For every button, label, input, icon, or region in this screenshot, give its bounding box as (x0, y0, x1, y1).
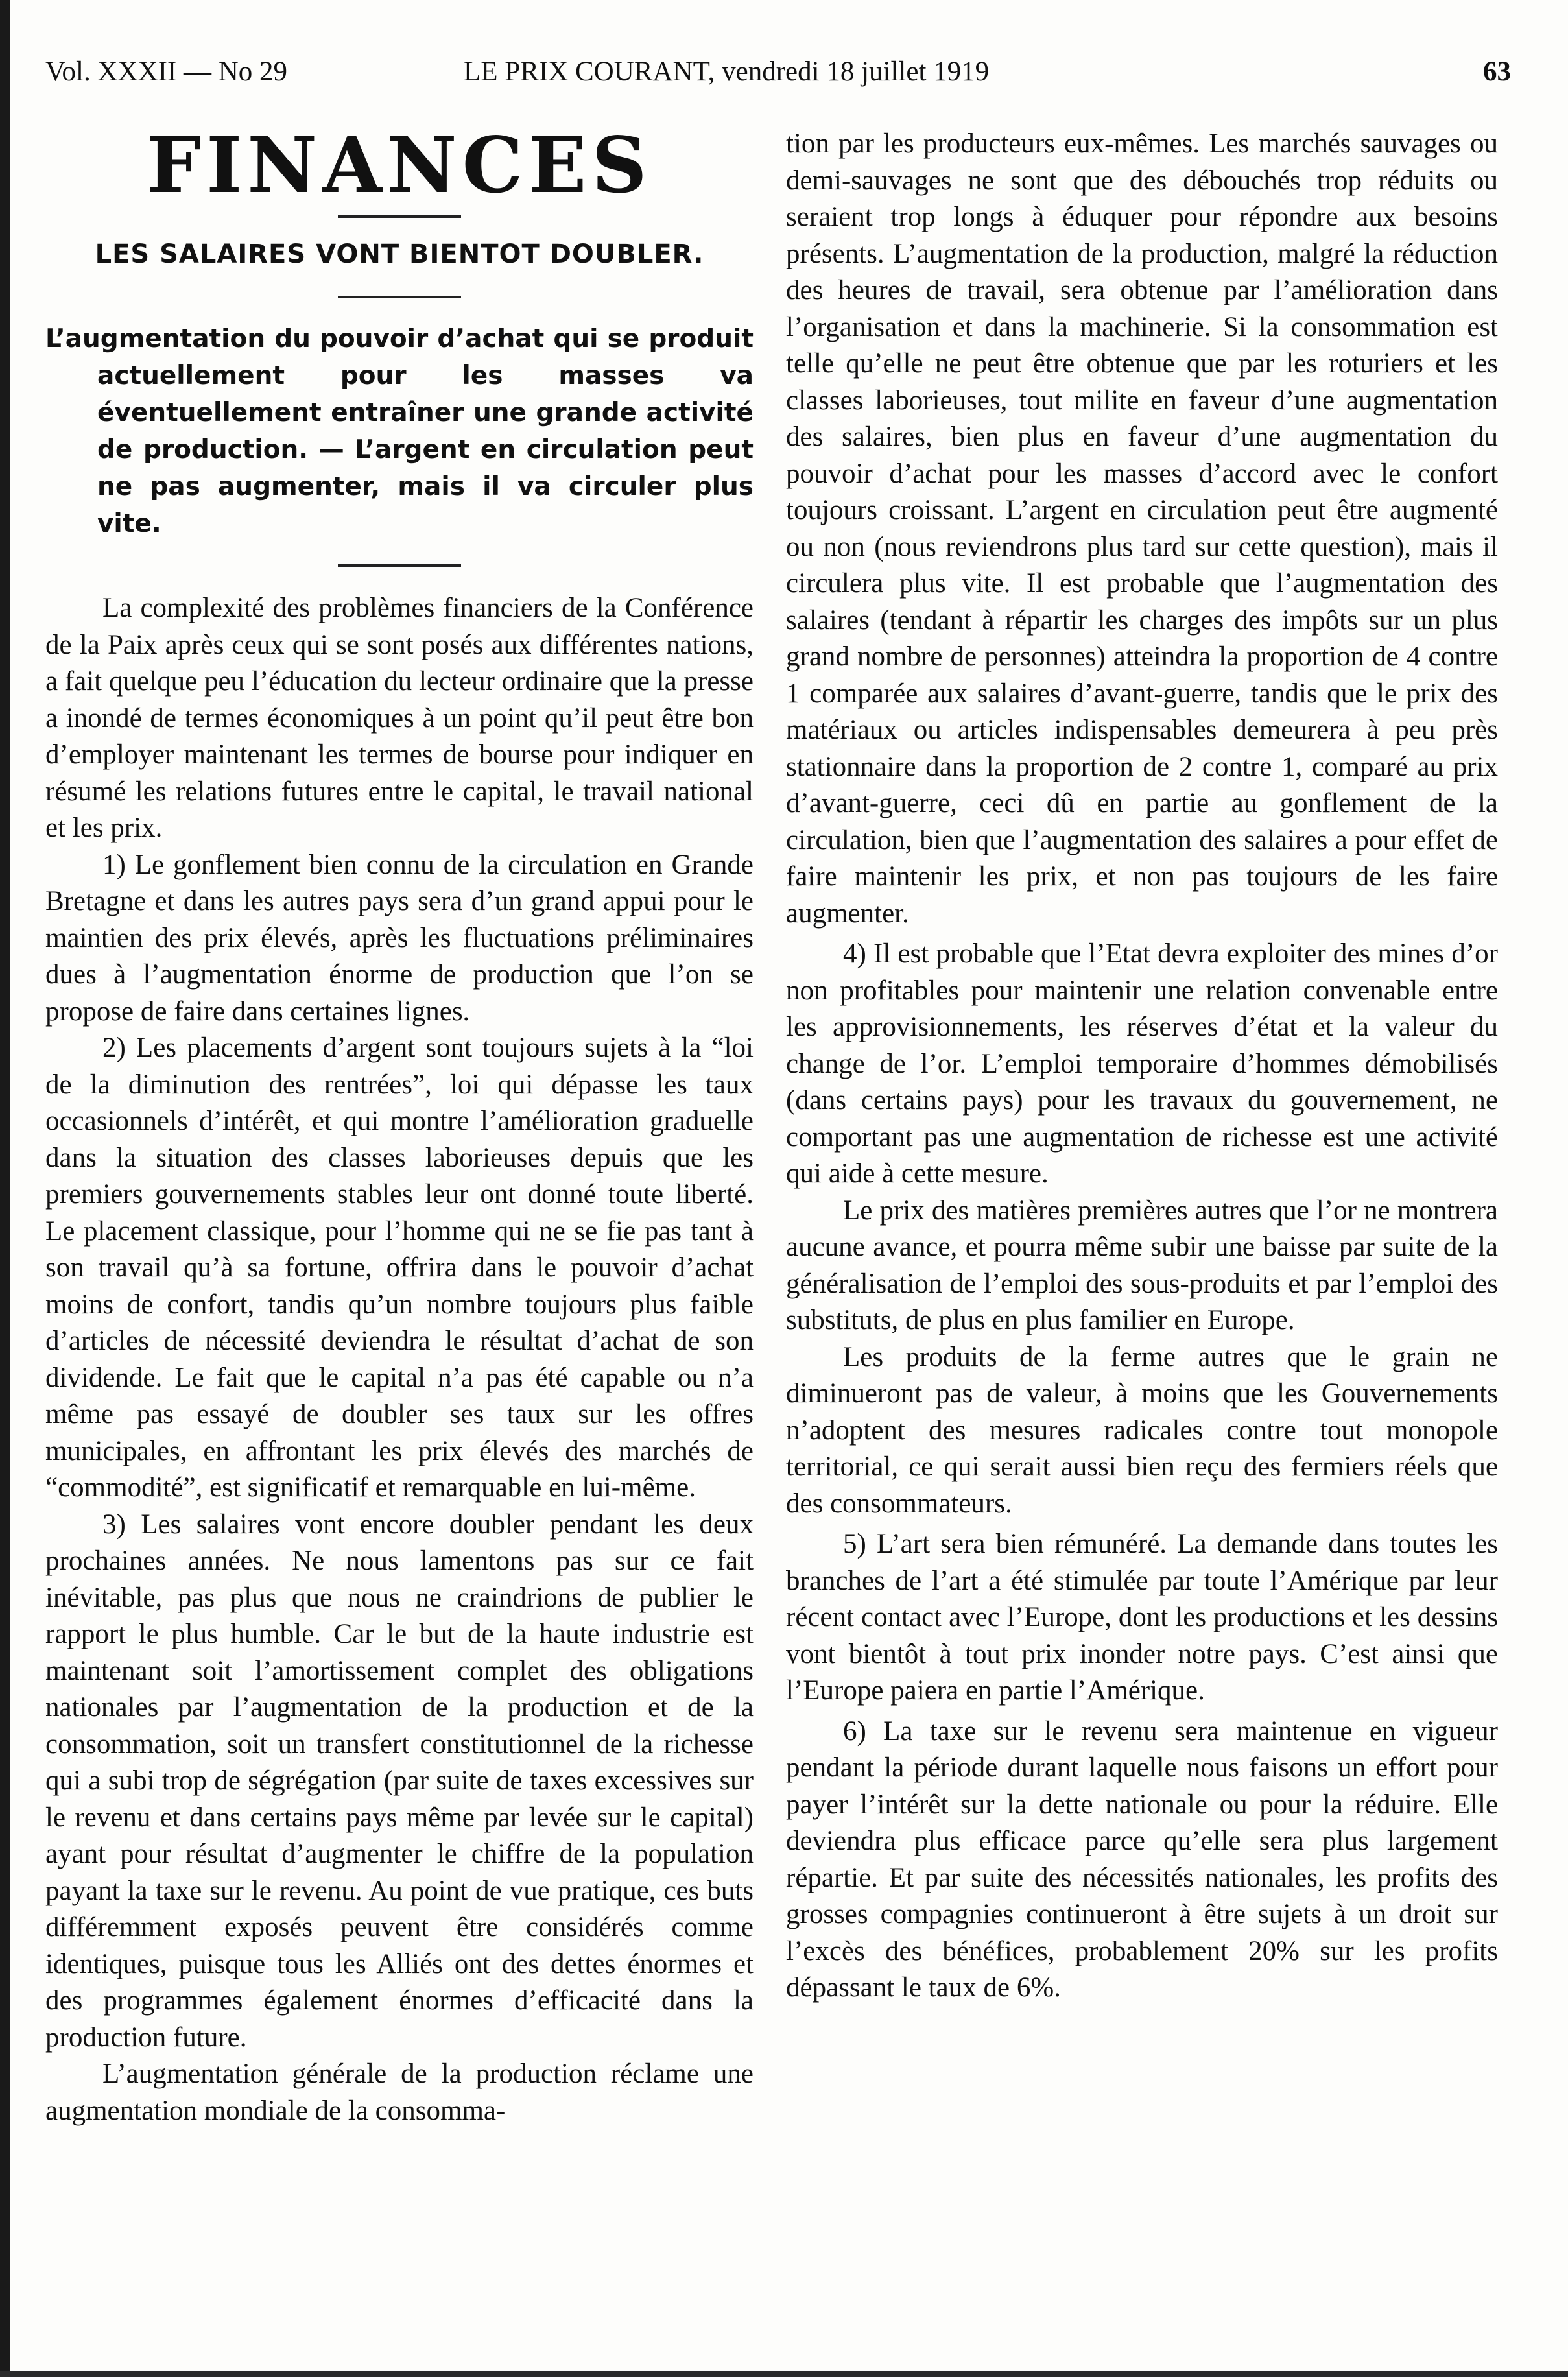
paragraph-continuation: tion par les producteurs eux-mêmes. Les marchés sauvages ou demi-sauvages ne sont que des débouchés trop réduits ou seraient trop longs à éduquer pour répondre aux besoins présents. L’augmentation de la production, malgré la réduction des heures de travail, sera obtenue par l’amélioration dans l’organisation et dans la machinerie. Si la consommation est telle qu’elle ne peut être obtenue que par les roturiers et les classes laborieuses, tout milite en faveur d’une augmentation des salaires, bien plus en faveur d’une augmentation du pouvoir d’achat pour les masses d’accord avec le confort toujours croissant. L’argent en circulation peut être augmenté ou non (nous reviendrons plus tard sur cette question), mais il circulera plus vite. Il est probable que l’augmentation des salaires (tendant à répartir les charges des impôts sur un plus grand nombre de personnes) atteindra la proportion de 4 contre 1 comparée aux salaires d’avant-guerre, tandis que le prix des matériaux ou articles indispensables demeurera à peu près stationnaire dans la proportion de 2 contre 1, comparé au prix d’avant-guerre, ceci dû en partie au gonflement de la circulation, bien que l’augmentation des salaires a pour effet de faire maintenir les prix, et non pas toujours de les faire augmenter. (786, 128, 1498, 929)
paragraph-point-1: 1) Le gonflement bien connu de la circulation en Grande Bretagne et dans les autres pays sera d’un grand appui pour le maintien des prix élevés, après les fluctuations préliminaires dues à l’augmentation énorme de production que l’on se propose de faire dans certaines lignes. (45, 849, 754, 1027)
section-title: FINANCES (147, 120, 652, 210)
article-headline: LES SALAIRES VONT BIENTOT DOUBLER. (95, 239, 704, 269)
scan-bottom-border (0, 2371, 1568, 2377)
headline-rule (338, 296, 461, 298)
paragraph-point-3: 3) Les salaires vont encore doubler pendant les deux prochaines années. Ne nous lamentons pas sur ce fait inévitable, pas plus que nous ne craindrions de publier le rapport le plus humble. Car le but de la haute industrie est maintenant soit l’amortissement complet des obligations nationales par l’augmentation de la production et de la consommation, soit un transfert constitutionnel de la richesse qui a subi trop de ségrégation (par suite de taxes excessives sur le revenu et dans certains pays même par levée sur le capital) ayant pour résultat d’augmenter le chiffre de la population payant la taxe sur le revenu. Au point de vue pratique, ces buts différemment exposés peuvent être considérés comme identiques, puisque tous les Alliés ont des dettes énormes et des programmes également énormes d’efficacité dans la production future. (45, 1509, 754, 2053)
paragraph-production: L’augmentation générale de la production réclame une augmentation mondiale de la consomma- (45, 2059, 754, 2126)
summary-rule (338, 564, 461, 567)
title-rule (338, 215, 461, 218)
paragraph-point-4: 4) Il est probable que l’Etat devra exploiter des mines d’or non profitables pour maintenir une relation convenable entre les approvisionnements, les réserves d’état et la valeur du change de l’or. L’emploi temporaire d’hommes démobilisés (dans certains pays) pour les travaux du gouvernement, ne comportant pas une augmentation de richesse est une activité qui aide à cette mesure. (786, 938, 1498, 1189)
scan-left-border (0, 0, 10, 2377)
running-header (45, 56, 1511, 95)
publication-date: LE PRIX COURANT, vendredi 18 juillet 1919 (464, 56, 990, 87)
paragraph-intro: La complexité des problèmes financiers de la Conférence de la Paix après ceux qui se sont posés aux différentes nations, a fait quelque peu l’éducation du lecteur ordinaire que la presse a inondé de termes économiques à un point qu’il peut être bon d’employer maintenant les termes de bourse pour indiquer en résumé les relations futures entre le capital, le travail national et les prix. (45, 593, 754, 843)
right-column (786, 126, 1498, 2007)
paragraph-point-2: 2) Les placements d’argent sont toujours sujets à la “loi de la diminution des rentrées”, loi qui dépasse les taux occasionnels d’intérêt, et qui montre l’amélioration graduelle dans la situation des classes laborieuses depuis que les premiers gouvernements stables leur ont donné toute liberté. Le placement classique, pour l’homme qui ne se fie pas tant à son travail qu’à sa fortune, offrira dans le pouvoir d’achat moins de confort, tandis qu’un nombre toujours plus faible d’articles de nécessité deviendra le résultat d’achat de son dividende. Le fait que le capital n’a pas été capable ou n’a même pas essayé de doubler ses taux sur les offres municipales, en affrontant les prix élevés des marchés de “commodité”, est significatif et remarquable en lui-même. (45, 1033, 754, 1503)
paragraph-raw-materials: Le prix des matières premières autres que l’or ne montrera aucune avance, et pourra même subir une baisse par suite de la généralisation de l’emploi des sous-produits et par l’emploi des substituts, de plus en plus familier en Europe. (786, 1195, 1498, 1335)
page-number: 63 (1483, 56, 1511, 87)
volume-issue: Vol. XXXII — No 29 (45, 56, 288, 87)
paragraph-farm-products: Les produits de la ferme autres que le grain ne diminueront pas de valeur, à moins que les Gouvernements n’adoptent des mesures radicales contre tout monopole territorial, ce qui serait aussi bien reçu des fermiers réels que des consommateurs. (786, 1341, 1498, 1519)
left-column (45, 120, 754, 2129)
paragraph-point-6: 6) La taxe sur le revenu sera maintenue en vigueur pendant la période durant laquelle nous faisons un effort pour payer l’intérêt sur la dette nationale ou pour la réduire. Elle deviendra plus efficace parce qu’elle sera plus largement répartie. Et par suite des nécessités nationales, les profits des grosses compagnies continueront à être sujets à un droit sur l’excès des bénéfices, probablement 20% sur les profits dépassant le taux de 6%. (786, 1715, 1498, 2003)
paragraph-point-5: 5) L’art sera bien rémunéré. La demande dans toutes les branches de l’art a été stimulée par toute l’Amérique par leur récent contact avec l’Europe, dont les productions et les dessins vont bientôt à tout prix inonder notre pays. C’est ainsi que l’Europe paiera en partie l’Amérique. (786, 1529, 1498, 1706)
article-summary: L’augmentation du pouvoir d’achat qui se produit actuellement pour les masses va éventuellement entraîner une grande activité de production. — L’argent en circulation peut ne pas augmenter, mais il va circuler plus vite. (45, 324, 754, 538)
